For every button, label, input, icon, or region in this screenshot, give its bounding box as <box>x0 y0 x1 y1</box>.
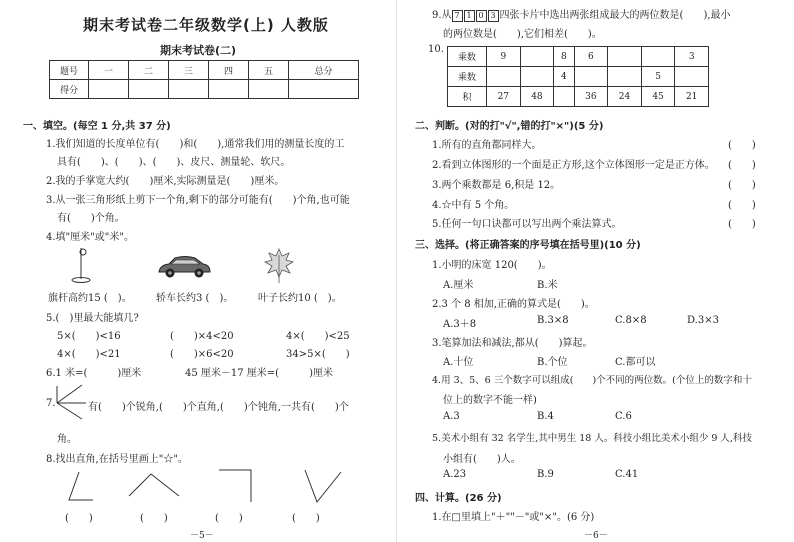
table-cell: 积 <box>448 87 487 107</box>
score-cell[interactable] <box>209 80 249 99</box>
q9-prefix: 9.从 <box>432 10 452 21</box>
q8-answer-paren[interactable]: ( ) <box>65 513 93 524</box>
question-7-line-1: 有( )个锐角,( )个直角,( )个钝角,一共有( )个 <box>88 402 349 413</box>
page-number-left: －5－ <box>190 531 214 541</box>
choice-option[interactable]: B.4 <box>537 411 554 422</box>
judge-answer-paren[interactable]: ( ) <box>728 180 756 191</box>
question-8: 8.找出直角,在括号里画上"☆"。 <box>46 454 188 465</box>
angle-figures-icon <box>55 466 375 506</box>
table-cell: 8 <box>554 47 574 67</box>
table-row <box>448 87 709 107</box>
table-row <box>448 67 709 87</box>
choice-option[interactable]: A.23 <box>443 469 467 480</box>
table-cell: 36 <box>574 87 608 107</box>
number-card: 3 <box>488 10 499 22</box>
table-cell: 9 <box>487 47 521 67</box>
table-row <box>448 47 709 67</box>
score-cell[interactable] <box>249 80 289 99</box>
table-cell: 乘数 <box>448 67 487 87</box>
table-cell[interactable] <box>487 67 521 87</box>
choice-question-1: 1.小明的床宽 120( )。 <box>432 260 552 271</box>
choice-option[interactable]: A.十位 <box>443 357 474 368</box>
leaf-label: 叶子长约10 ( )。 <box>258 293 342 304</box>
choice-option[interactable]: B.米 <box>537 280 558 291</box>
judge-answer-paren[interactable]: ( ) <box>728 219 756 230</box>
score-header-cell: 题号 <box>50 61 89 80</box>
judge-item: 1.所有的直角都同样大。 <box>432 140 542 151</box>
flagpole-icon <box>68 245 98 285</box>
question-3-line-1: 3.从一张三角形纸上剪下一个角,剩下的部分可能有( )个角,也可能 <box>46 195 350 206</box>
table-cell[interactable] <box>608 67 642 87</box>
table-cell: 48 <box>520 87 554 107</box>
score-header-cell: 五 <box>249 61 289 80</box>
number-card: 7 <box>452 10 463 22</box>
question-6-a: 6.1 米=( )厘米 <box>46 368 142 379</box>
score-table <box>49 60 359 99</box>
table-cell[interactable] <box>574 67 608 87</box>
score-value-row <box>50 80 359 99</box>
q8-answer-paren[interactable]: ( ) <box>215 513 243 524</box>
choice-option[interactable]: A.3 <box>443 411 460 422</box>
score-cell[interactable] <box>169 80 209 99</box>
section-fill-blank: 一、填空。(每空 1 分,共 37 分) <box>23 121 171 132</box>
flagpole-label: 旗杆高约15 ( )。 <box>48 293 132 304</box>
question-9-line-2: 的两位数是( ),它们相差( )。 <box>443 29 602 40</box>
car-icon <box>155 252 213 282</box>
question-10-label: 10. <box>428 44 444 55</box>
choice-question-3: 3.笔算加法和减法,都从( )算起。 <box>432 338 593 349</box>
table-cell[interactable] <box>641 47 675 67</box>
calculation-question-1: 1.在□里填上"＋""－"或"×"。(6 分) <box>432 512 595 523</box>
question-7-line-2: 角。 <box>57 434 77 445</box>
choice-option[interactable]: A.厘米 <box>443 280 474 291</box>
score-cell[interactable] <box>129 80 169 99</box>
judge-answer-paren[interactable]: ( ) <box>728 200 756 211</box>
car-label: 轿车长约3 ( )。 <box>156 293 234 304</box>
page-number-right: －6－ <box>584 531 608 541</box>
judge-answer-paren[interactable]: ( ) <box>728 160 756 171</box>
score-header-cell: 一 <box>89 61 129 80</box>
choice-question-2: 2.3 个 8 相加,正确的算式是( )。 <box>432 299 595 310</box>
question-1-line-2: 具有( )、( )、( )、皮尺、测量轮、软尺。 <box>57 157 291 168</box>
q9-text: 四张卡片中选出两张组成最大的两位数是( ),最小 <box>499 10 731 21</box>
judge-item: 3.两个乘数都是 6,积是 12。 <box>432 180 561 191</box>
number-card: 1 <box>464 10 475 22</box>
score-header-cell: 三 <box>169 61 209 80</box>
choice-option[interactable]: B.9 <box>537 469 554 480</box>
choice-option[interactable]: D.3×3 <box>687 315 719 326</box>
choice-question-5-line-1: 5.美术小组有 32 名学生,其中男生 18 人。科技小组比美术小组少 9 人,科技 <box>432 433 752 444</box>
score-header-row <box>50 61 359 80</box>
score-cell[interactable] <box>89 80 129 99</box>
table-cell: 4 <box>554 67 574 87</box>
table-cell: 21 <box>675 87 709 107</box>
table-cell[interactable] <box>520 47 554 67</box>
number-card: 0 <box>476 10 487 22</box>
question-3-line-2: 有( )个角。 <box>57 213 125 224</box>
table-cell: 45 <box>641 87 675 107</box>
right-page <box>397 0 794 542</box>
judge-item: 5.任何一句口诀都可以写出两个乘法算式。 <box>432 219 622 230</box>
q8-answer-paren[interactable]: ( ) <box>292 513 320 524</box>
table-cell[interactable] <box>675 67 709 87</box>
choice-option[interactable]: B.个位 <box>537 357 568 368</box>
choice-option[interactable]: C.41 <box>615 469 639 480</box>
multiplication-table <box>447 46 709 107</box>
question-9-line-1 <box>432 6 731 22</box>
table-cell[interactable] <box>520 67 554 87</box>
score-header-cell: 四 <box>209 61 249 80</box>
question-4: 4.填"厘米"或"米"。 <box>46 232 134 243</box>
q5-expr: 4×( )<25 <box>286 331 350 342</box>
choice-option[interactable]: C.都可以 <box>615 357 656 368</box>
q5-expr: 4×( )<21 <box>57 349 121 360</box>
section-calculation: 四、计算。(26 分) <box>415 493 502 504</box>
leaf-icon <box>262 245 296 285</box>
question-6-b: 45 厘米－17 厘米=( )厘米 <box>185 368 333 379</box>
q5-expr: 5×( )<16 <box>57 331 121 342</box>
table-cell: 3 <box>675 47 709 67</box>
judge-answer-paren[interactable]: ( ) <box>728 140 756 151</box>
score-header-cell: 二 <box>129 61 169 80</box>
table-cell: 5 <box>641 67 675 87</box>
score-header-cell: 总分 <box>289 61 359 80</box>
section-judge: 二、判断。(对的打"√",错的打"×")(5 分) <box>415 121 604 132</box>
question-1-line-1: 1.我们知道的长度单位有( )和( ),通常我们用的测量长度的工 <box>46 139 345 150</box>
q5-expr: ( )×4<20 <box>170 331 234 342</box>
choice-question-4-line-2: 位上的数字不能一样) <box>443 395 537 406</box>
q8-answer-paren[interactable]: ( ) <box>140 513 168 524</box>
question-2: 2.我的手掌宽大约( )厘米,实际测量是( )厘米。 <box>46 176 285 187</box>
question-5: 5.( )里最大能填几? <box>46 313 139 324</box>
choice-option[interactable]: C.8×8 <box>615 315 647 326</box>
exam-title: 期末考试卷二年级数学(上) 人教版 <box>83 16 329 34</box>
q5-expr: ( )×6<20 <box>170 349 234 360</box>
judge-item: 2.看到立体图形的一个面是正方形,这个立体图形一定是正方体。 <box>432 160 715 171</box>
judge-item: 4.☆中有 5 个角。 <box>432 200 515 211</box>
table-cell[interactable] <box>608 47 642 67</box>
q5-expr: 34>5×( ) <box>286 349 350 360</box>
choice-option[interactable]: C.6 <box>615 411 632 422</box>
choice-question-4-line-1: 4.用 3、5、6 三个数字可以组成( )个不同的两位数。(个位上的数字和十 <box>432 375 752 386</box>
choice-option[interactable]: A.3＋8 <box>443 319 477 330</box>
table-cell: 乘数 <box>448 47 487 67</box>
angle-rays-icon <box>54 383 88 421</box>
question-7-number: 7. <box>46 398 56 409</box>
table-cell: 6 <box>574 47 608 67</box>
table-cell: 27 <box>487 87 521 107</box>
score-row-label: 得分 <box>50 80 89 99</box>
section-choice: 三、选择。(将正确答案的序号填在括号里)(10 分) <box>415 240 641 251</box>
choice-option[interactable]: B.3×8 <box>537 315 569 326</box>
exam-subtitle: 期末考试卷(二) <box>160 44 237 57</box>
table-cell: 24 <box>608 87 642 107</box>
table-cell[interactable] <box>554 87 574 107</box>
score-cell[interactable] <box>289 80 359 99</box>
choice-question-5-line-2: 小组有( )人。 <box>443 454 521 465</box>
